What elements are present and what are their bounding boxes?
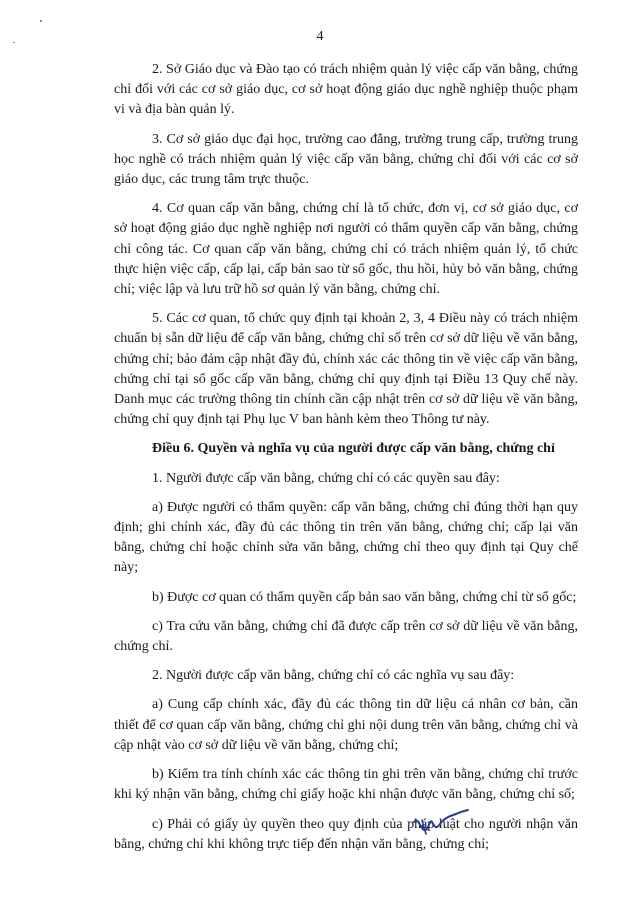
paragraph-duty-a: a) Cung cấp chính xác, đầy đủ các thông tin dữ liệu cá nhân cơ bản, cần thiết để cơ quan cấp văn bằng, chứng chỉ ghi nội dung trên văn bằng, chứng chỉ và cập nhật vào cơ sở dữ liệu về văn bằng, chứng chỉ; bbox=[114, 697, 578, 753]
paragraph-clause-4: 4. Cơ quan cấp văn bằng, chứng chỉ là tổ chức, đơn vị, cơ sở giáo dục, cơ sở hoạt động giáo dục nghề nghiệp nơi người có thẩm quyền cấp văn bằng, chứng chỉ công tác. Cơ quan cấp văn bằng, chứng chỉ có trách nhiệm quản lý, tổ chức thực hiện việc cấp, cấp lại, cấp bản sao từ sổ gốc, thu hồi, hủy bỏ văn bằng, chứng chỉ; việc lập và lưu trữ hồ sơ quản lý văn bằng, chứng chỉ. bbox=[114, 201, 578, 298]
paragraph-duties-intro: 2. Người được cấp văn bằng, chứng chỉ có các nghĩa vụ sau đây: bbox=[152, 668, 515, 684]
paragraph-duty-c: c) Phải có giấy ủy quyền theo quy định của pháp luật cho người nhận văn bằng, chứng chỉ khi không trực tiếp đến nhận văn bằng, chứng chỉ; bbox=[114, 816, 578, 852]
article-heading: Điều 6. Quyền và nghĩa vụ của người được cấp văn bằng, chứng chỉ bbox=[152, 441, 555, 457]
paragraph-right-a: a) Được người có thẩm quyền: cấp văn bằng, chứng chỉ đúng thời hạn quy định; ghi chính xác, đầy đủ các thông tin trên văn bằng, chứng chỉ; cấp lại văn bằng, chứng chỉ hoặc chỉnh sửa văn bằng, chứng chỉ theo quy định tại Quy chế này; bbox=[114, 499, 578, 576]
scan-speck bbox=[40, 20, 42, 22]
paragraph-right-b: b) Được cơ quan có thẩm quyền cấp bản sao văn bằng, chứng chỉ từ sổ gốc; bbox=[152, 589, 577, 605]
paragraph-clause-5: 5. Các cơ quan, tổ chức quy định tại khoản 2, 3, 4 Điều này có trách nhiệm chuẩn bị sẵn dữ liệu để cấp văn bằng, chứng chỉ số trên cơ sở dữ liệu về văn bằng, chứng chỉ; bảo đảm cập nhật đầy đủ, chính xác các thông tin về việc cấp văn bằng, chứng chỉ tại sổ gốc cấp văn bằng, chứng chỉ quy định tại Điều 13 Quy chế này. Danh mục các trường thông tin chính cần cập nhật trên cơ sở dữ liệu về văn bằng, chứng chỉ quy định tại Phụ lục V ban hành kèm theo Thông tư này. bbox=[114, 311, 578, 428]
page-number: 4 bbox=[316, 29, 324, 44]
paragraph-right-c: c) Tra cứu văn bằng, chứng chỉ đã được cấp trên cơ sở dữ liệu về văn bằng, chứng chỉ. bbox=[114, 618, 578, 655]
paragraph-clause-2: 2. Sở Giáo dục và Đào tạo có trách nhiệm quản lý việc cấp văn bằng, chứng chỉ đối với các cơ sở giáo dục, cơ sở hoạt động giáo dục nghề nghiệp thuộc phạm vi và địa bàn quản lý. bbox=[114, 62, 578, 118]
paragraph-duty-b: b) Kiểm tra tính chính xác các thông tin ghi trên văn bằng, chứng chỉ trước khi ký nhận văn bằng, chứng chỉ giấy hoặc khi nhận được văn bằng, chứng chỉ số; bbox=[114, 767, 578, 803]
document-body bbox=[114, 60, 578, 864]
scan-speck bbox=[13, 42, 15, 43]
initials-signature bbox=[410, 808, 470, 838]
paragraph-rights-intro: 1. Người được cấp văn bằng, chứng chỉ có các quyền sau đây: bbox=[152, 470, 500, 486]
paragraph-clause-3: 3. Cơ sở giáo dục đại học, trường cao đẳng, trường trung cấp, trường trung học nghề có trách nhiệm quản lý việc cấp văn bằng, chứng chỉ đối với các cơ sở giáo dục, các trung tâm trực thuộc. bbox=[114, 131, 578, 188]
